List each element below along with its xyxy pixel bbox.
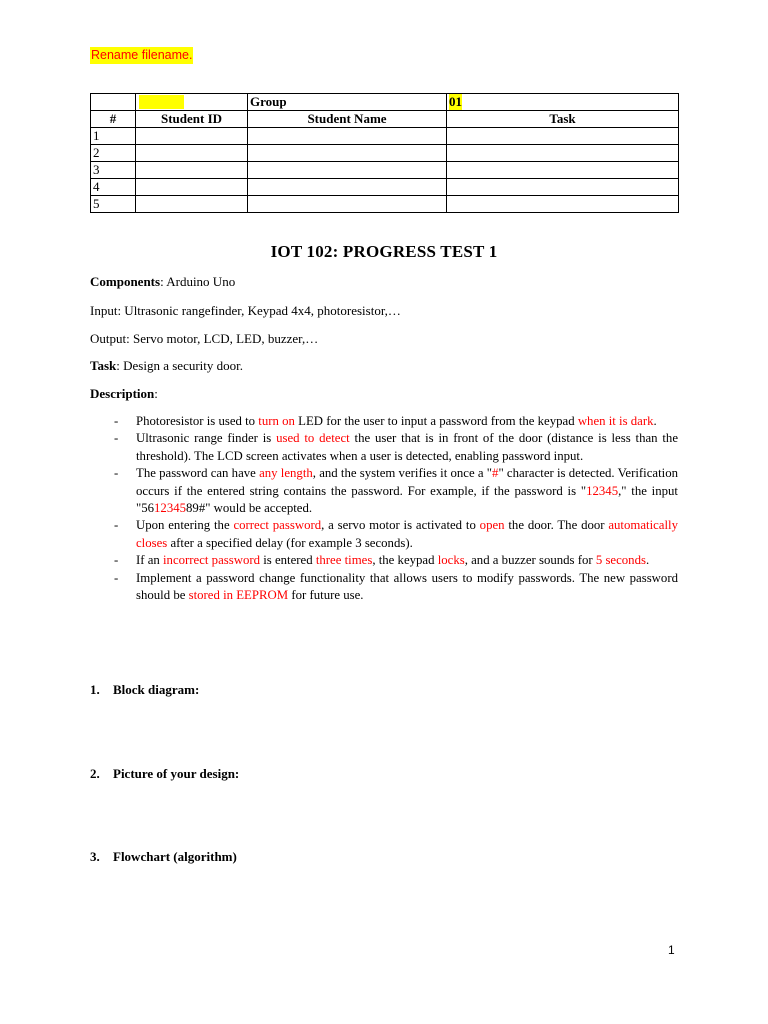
- table-row: [91, 196, 679, 213]
- highlighted-text: three times: [315, 553, 373, 568]
- header-student-id: Student ID: [136, 111, 248, 128]
- item-text: 89#" would be accepted.: [186, 501, 313, 516]
- row-number: 5: [91, 196, 136, 213]
- description-item: [90, 465, 678, 517]
- item-text: Photoresistor is used to: [136, 414, 259, 428]
- group-highlight-cell: [136, 94, 248, 111]
- item-text: after a specified delay (for example 3 seconds).: [167, 535, 413, 550]
- section-flowchart: [90, 849, 237, 865]
- section-number: 2.: [90, 766, 100, 781]
- description-item: [90, 552, 678, 569]
- highlighted-text: stored in EEPROM: [188, 588, 289, 603]
- section-title: Flowchart (algorithm): [113, 849, 237, 864]
- group-label: Group: [248, 94, 447, 111]
- highlighted-text: 12345: [154, 501, 187, 516]
- student-id-cell: [136, 128, 248, 145]
- bullet-dash: -: [114, 466, 119, 481]
- description-colon: :: [154, 386, 158, 401]
- page-title: IOT 102: PROGRESS TEST 1: [270, 242, 498, 261]
- table-row: [91, 162, 679, 179]
- highlighted-text: used to detect: [276, 431, 350, 446]
- highlighted-text: turn on: [258, 414, 295, 428]
- item-text: , and a buzzer sounds for: [464, 553, 596, 568]
- description-item: [90, 570, 678, 605]
- table-row: [91, 128, 679, 145]
- input-line: Input: Ultrasonic rangefinder, Keypad 4x4, photoresistor,…: [90, 303, 401, 318]
- task-cell: [447, 145, 679, 162]
- item-text: for future use.: [288, 588, 364, 603]
- item-text: If an: [136, 553, 163, 568]
- task-line: [90, 357, 243, 374]
- output-line: Output: Servo motor, LCD, LED, buzzer,…: [90, 331, 319, 346]
- student-name-cell: [248, 179, 447, 196]
- bullet-dash: -: [114, 431, 119, 446]
- item-text: , a servo motor is activated to: [321, 518, 480, 533]
- item-text: , the keypad: [372, 553, 438, 568]
- task-cell: [447, 162, 679, 179]
- item-text: Upon entering the: [136, 518, 234, 533]
- student-name-cell: [248, 162, 447, 179]
- header-row: [91, 111, 679, 128]
- description-item: [90, 413, 678, 430]
- task-cell: [447, 196, 679, 213]
- highlighted-text: #: [492, 466, 499, 481]
- highlighted-text: when it is dark: [577, 414, 654, 428]
- description-line: [90, 385, 158, 402]
- description-label: Description: [90, 386, 155, 401]
- item-text: Ultrasonic range finder is: [136, 431, 277, 446]
- section-picture-of-design: [90, 766, 239, 782]
- bullet-dash: -: [114, 570, 119, 585]
- item-text: The password can have: [136, 466, 260, 481]
- item-text: the user that is in front of the door (distance is less than the threshold). The LCD screen activates when a user is detected, enabling password input.: [136, 431, 678, 463]
- highlighted-text: open: [479, 518, 505, 533]
- description-item: [90, 430, 678, 465]
- item-text: ," the input "56: [136, 483, 678, 516]
- bullet-dash: -: [114, 553, 119, 568]
- section-title: Block diagram:: [113, 682, 200, 697]
- item-text: is entered: [260, 553, 316, 568]
- task-value: : Design a security door.: [116, 358, 244, 373]
- section-number: 3.: [90, 849, 100, 864]
- student-id-cell: [136, 162, 248, 179]
- student-name-cell: [248, 128, 447, 145]
- bullet-dash: -: [114, 414, 119, 428]
- components-value: : Arduino Uno: [160, 274, 236, 289]
- item-text: the door. The door: [504, 518, 609, 533]
- item-text: .: [653, 414, 657, 428]
- task-cell: [447, 179, 679, 196]
- rename-filename-note: Rename filename.: [91, 48, 193, 62]
- group-row: [91, 94, 679, 111]
- highlighted-text: correct password: [233, 518, 322, 533]
- student-name-cell: [248, 196, 447, 213]
- highlighted-text: automatically closes: [136, 518, 678, 550]
- group-value: 01: [449, 94, 462, 109]
- highlighted-text: incorrect password: [163, 553, 261, 568]
- student-id-cell: [136, 196, 248, 213]
- bullet-dash: -: [114, 518, 119, 533]
- row-number: 2: [91, 145, 136, 162]
- header-student-name: Student Name: [248, 111, 447, 128]
- row-number: 4: [91, 179, 136, 196]
- highlight-mark: [139, 95, 184, 109]
- item-text: .: [645, 553, 650, 568]
- highlighted-text: 5 seconds: [595, 553, 646, 568]
- table-row: [91, 179, 679, 196]
- header-number: #: [91, 111, 136, 128]
- table-row: [91, 145, 679, 162]
- student-name-cell: [248, 145, 447, 162]
- group-table: [90, 93, 679, 213]
- components-line: [90, 273, 235, 290]
- student-id-cell: [136, 145, 248, 162]
- components-label: Components: [90, 274, 161, 289]
- header-task: Task: [447, 111, 679, 128]
- row-number: 1: [91, 128, 136, 145]
- item-text: " character is detected. Verification occurs if the entered string contains the password. For example, if the password is ": [136, 466, 678, 498]
- highlighted-text: any length: [259, 466, 313, 481]
- section-title: Picture of your design:: [113, 766, 240, 781]
- item-text: LED for the user to input a password from the keypad: [294, 414, 578, 428]
- section-block-diagram: [90, 682, 199, 698]
- item-text: , and the system verifies it once a ": [312, 466, 493, 481]
- section-number: 1.: [90, 682, 100, 697]
- task-label: Task: [90, 358, 117, 373]
- student-id-cell: [136, 179, 248, 196]
- description-item: [90, 517, 678, 552]
- highlighted-text: 12345: [586, 483, 619, 498]
- group-blank-cell: [91, 94, 136, 111]
- task-cell: [447, 128, 679, 145]
- item-text: Implement a password change functionality that allows users to modify passwords. The new password should be: [136, 570, 678, 603]
- row-number: 3: [91, 162, 136, 179]
- highlighted-text: locks: [437, 553, 465, 568]
- group-value-cell: [447, 94, 679, 111]
- description-list: [90, 413, 678, 604]
- page-number: 1: [668, 943, 675, 957]
